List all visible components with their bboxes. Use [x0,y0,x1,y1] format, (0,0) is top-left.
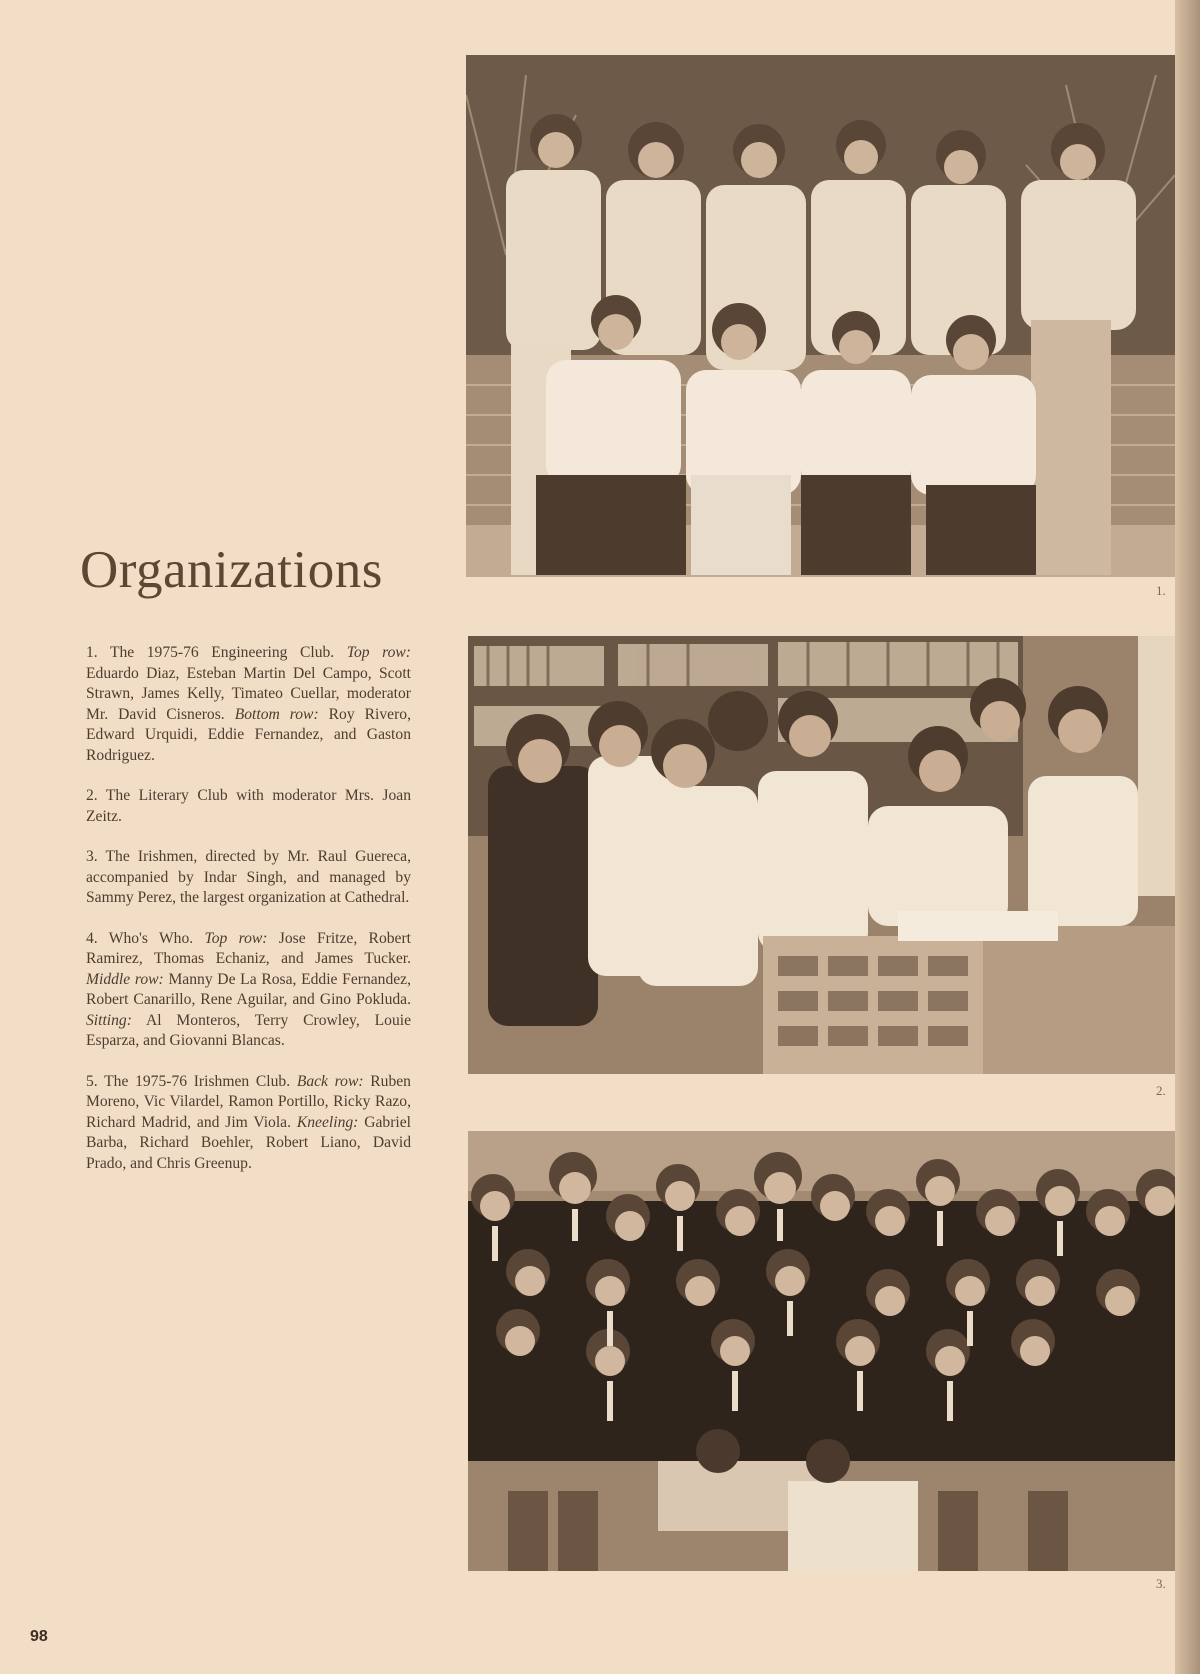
caption-text: Eduardo Diaz, Esteban Martin Del Campo, Scott Strawn, James Kelly, Timateo Cuellar, moderator Mr. David Cisneros. [86,664,411,723]
caption-text: Gabriel Barba, Richard Boehler, Robert Liano, David Prado, and Chris Greenup. [86,1113,411,1172]
photo-engineering-club [466,55,1175,577]
caption-1 [86,643,411,766]
caption-list [86,643,411,1194]
caption-row-label: Top row: [346,644,411,661]
caption-5 [86,1072,411,1175]
caption-row-label: Sitting: [86,1011,132,1029]
photo-label-2: 2. [1156,1083,1166,1098]
page-number: 98 [30,1628,48,1645]
caption-text: 5. The 1975-76 Irishmen Club. [86,1072,297,1090]
caption-text: Jose Fritze, Robert Ramirez, Thomas Echaniz, and James Tucker. [86,929,411,967]
page-title: Organizations [80,541,383,599]
photo-literary-club [468,636,1175,1074]
caption-text: 2. The Literary Club with moderator Mrs. Joan Zeitz. [86,787,411,825]
caption-text: 3. The Irishmen, directed by Mr. Raul Guereca, accompanied by Indar Singh, and managed by Sammy Perez, the largest organization at Cathedral. [86,848,411,906]
caption-text: Manny De La Rosa, Eddie Fernandez, Robert Canarillo, Rene Aguilar, and Gino Pokluda. [86,970,411,1008]
caption-4 [86,929,411,1052]
photo-irishmen [468,1131,1175,1571]
caption-text: 4. Who's Who. [86,929,205,947]
caption-text: Roy Rivero, Edward Urquidi, Eddie Fernandez, and Gaston Rodriguez. [86,705,411,764]
caption-row-label: Middle row: [86,970,164,988]
caption-text: Ruben Moreno, Vic Vilardel, Ramon Portillo, Ricky Razo, Richard Madrid, and Jim Viola. [86,1072,411,1131]
caption-row-label: Back row: [296,1072,364,1090]
caption-2 [86,786,411,827]
caption-text: Al Monteros, Terry Crowley, Louie Esparza, and Giovanni Blancas. [86,1011,411,1049]
photo-label-1: 1. [1156,583,1166,598]
caption-3 [86,847,411,909]
caption-row-label: Top row: [204,929,268,947]
page-binding-edge [1175,0,1200,1674]
caption-row-label: Kneeling: [296,1113,359,1131]
caption-text: 1. The 1975-76 Engineering Club. [86,644,347,661]
photo-label-3: 3. [1156,1576,1166,1591]
caption-row-label: Bottom row: [234,705,319,723]
